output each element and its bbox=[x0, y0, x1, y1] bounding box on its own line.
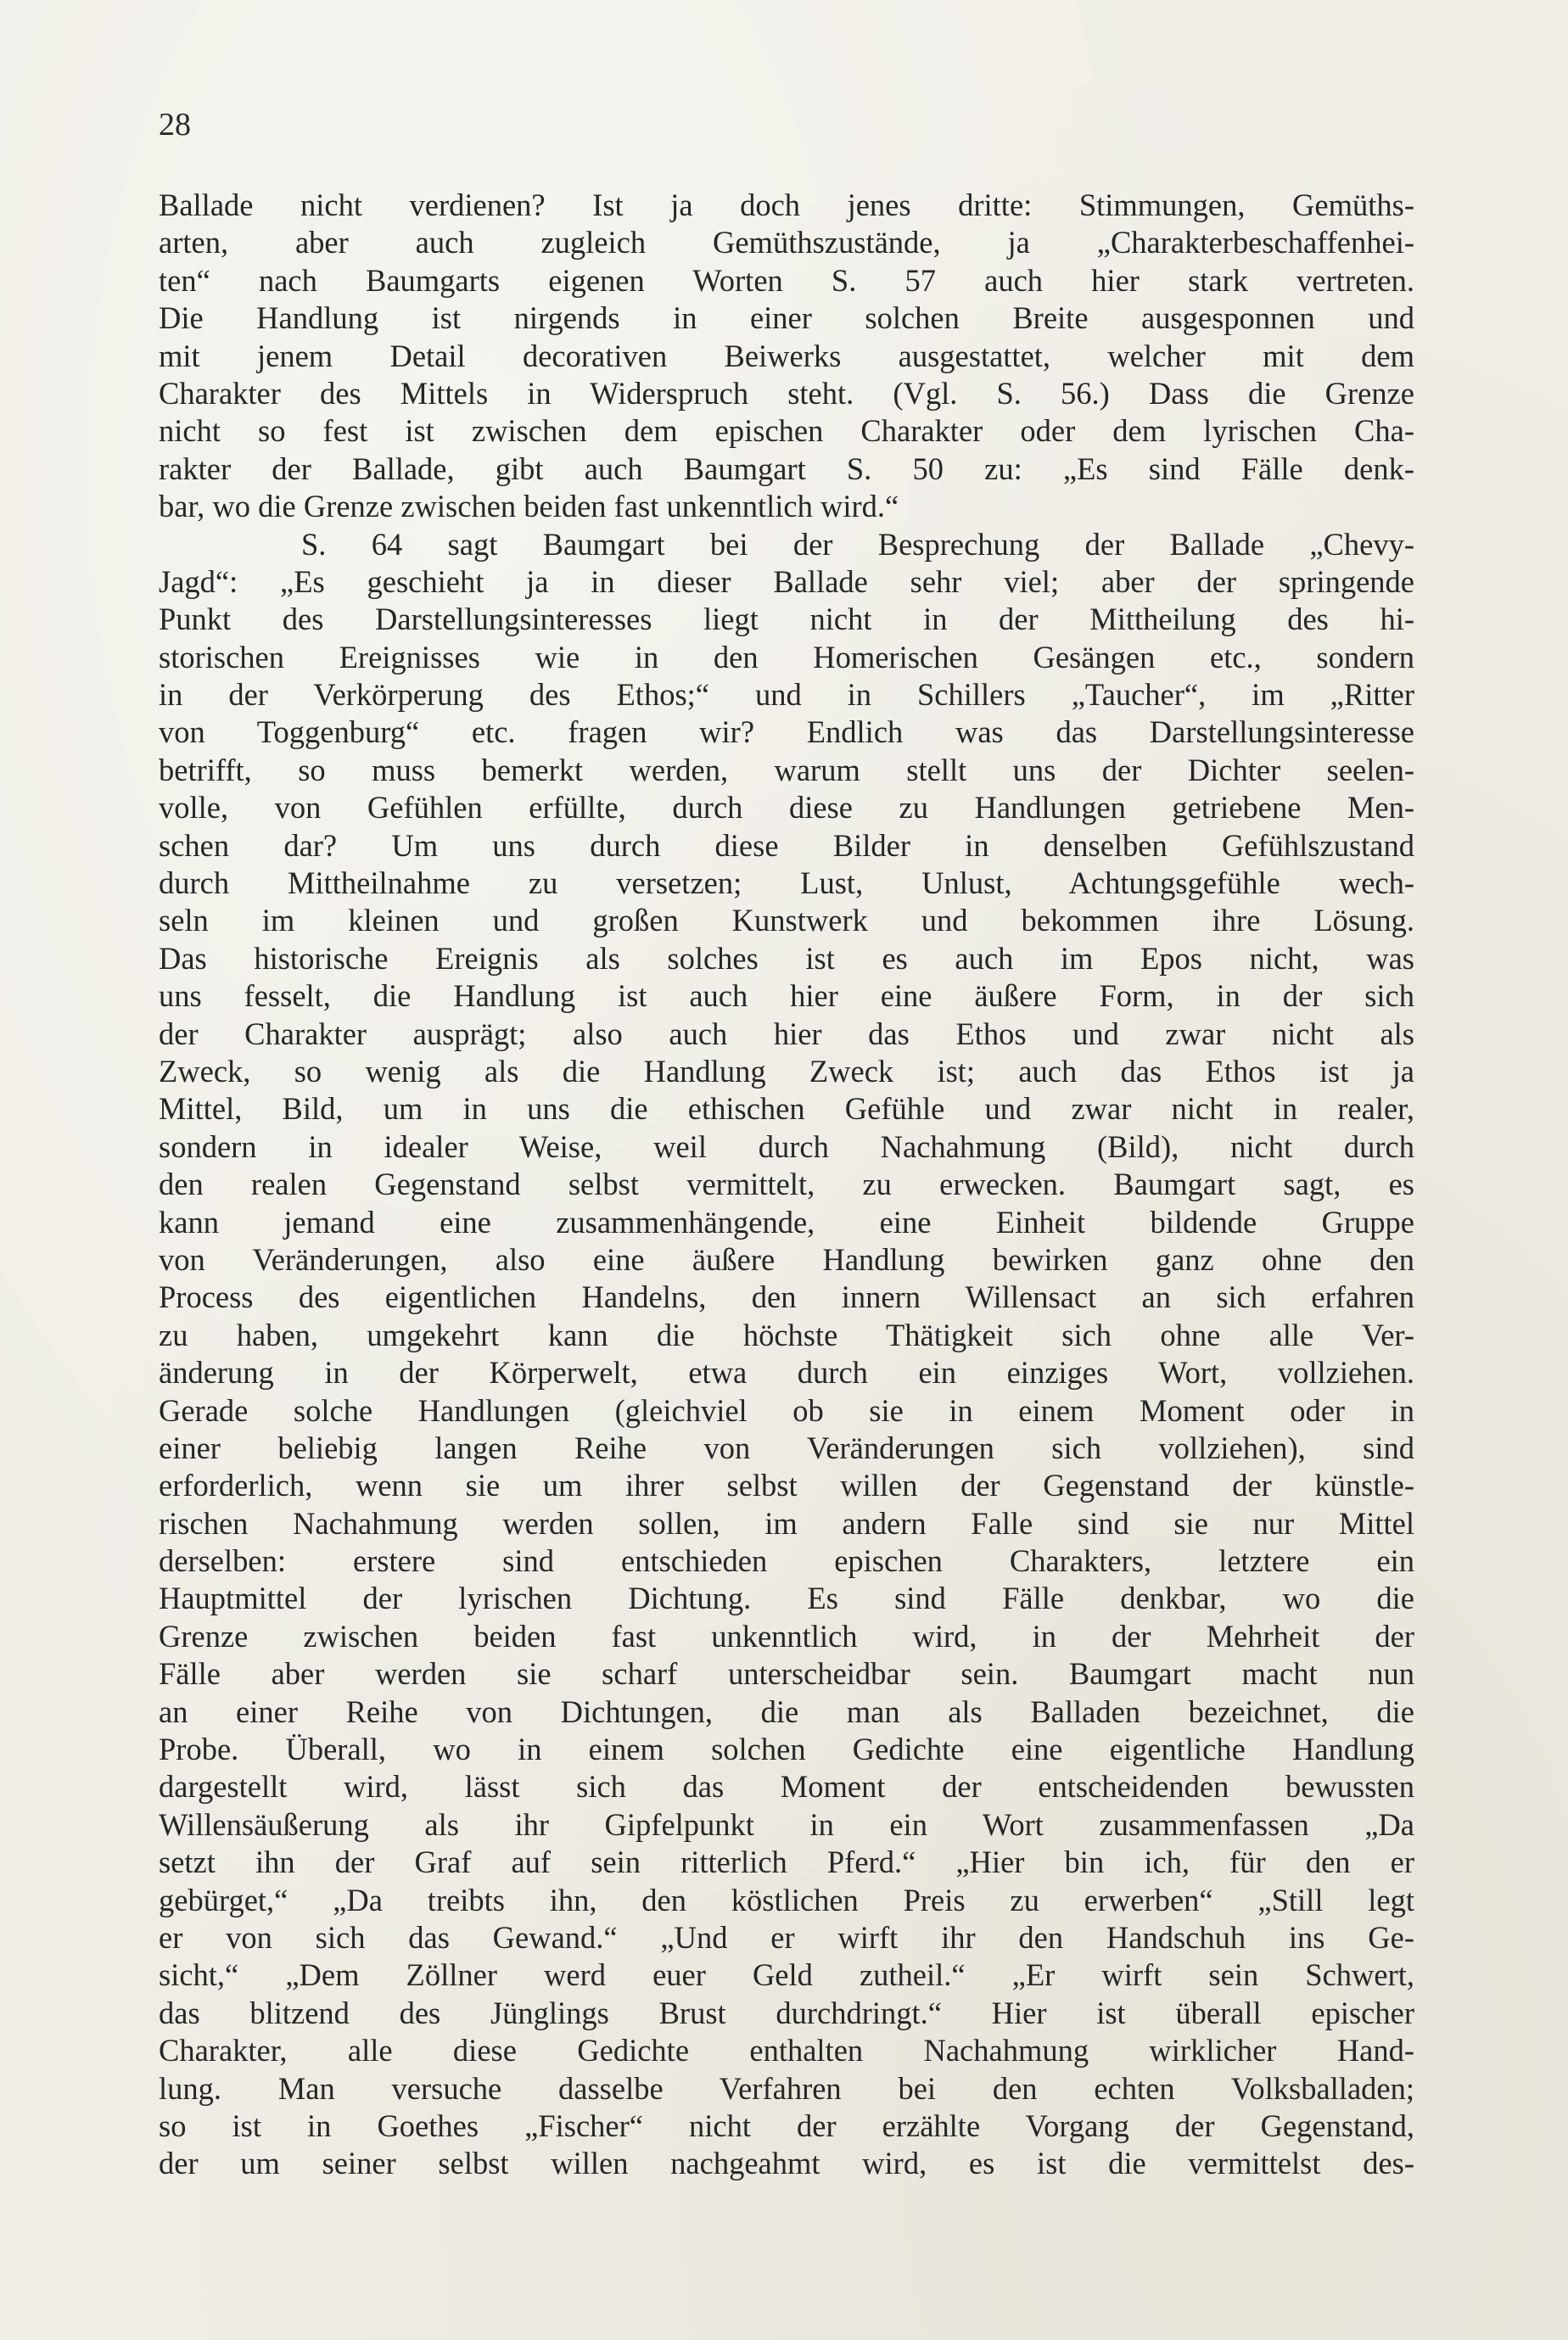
text-line: Punkt des Darstellungsinteresses liegt nicht in der Mittheilung des hi- bbox=[159, 602, 1414, 637]
body-text bbox=[159, 187, 1414, 2183]
text-line: schen dar? Um uns durch diese Bilder in denselben Gefühlszustand bbox=[159, 827, 1414, 863]
text-line: an einer Reihe von Dichtungen, die man als Balladen bezeichnet, die bbox=[159, 1693, 1414, 1729]
text-line: S. 64 sagt Baumgart bei der Besprechung der Ballade „Chevy- bbox=[301, 526, 1414, 562]
text-line: Probe. Überall, wo in einem solchen Gedichte eine eigentliche Handlung bbox=[159, 1732, 1414, 1767]
text-line: Process des eigentlichen Handelns, den innern Willensact an sich erfahren bbox=[159, 1279, 1414, 1315]
text-line: änderung in der Körperwelt, etwa durch ein einziges Wort, vollziehen. bbox=[159, 1355, 1414, 1391]
text-line: Ballade nicht verdienen? Ist ja doch jenes dritte: Stimmungen, Gemüths- bbox=[159, 188, 1414, 222]
text-line: zu haben, umgekehrt kann die höchste Thätigkeit sich ohne alle Ver- bbox=[159, 1317, 1414, 1352]
text-line: setzt ihn der Graf auf sein ritterlich Pferd.“ „Hier bin ich, für den er bbox=[159, 1845, 1414, 1880]
text-line: Mittel, Bild, um in uns die ethischen Gefühle und zwar nicht in realer, bbox=[159, 1091, 1414, 1127]
text-line: Die Handlung ist nirgends in einer solchen Breite ausgesponnen und bbox=[159, 300, 1414, 336]
text-line: mit jenem Detail decorativen Beiwerks ausgestattet, welcher mit dem bbox=[159, 338, 1414, 373]
text-line: sicht,“ „Dem Zöllner werd euer Geld zutheil.“ „Er wirft sein Schwert, bbox=[159, 1957, 1414, 1993]
text-line: erforderlich, wenn sie um ihrer selbst willen der Gegenstand der künstle- bbox=[159, 1468, 1414, 1503]
text-line: in der Verkörperung des Ethos;“ und in Schillers „Taucher“, im „Ritter bbox=[159, 677, 1414, 713]
text-line: den realen Gegenstand selbst vermittelt, zu erwecken. Baumgart sagt, es bbox=[159, 1167, 1414, 1202]
text-line: rakter der Ballade, gibt auch Baumgart S. 50 zu: „Es sind Fälle denk- bbox=[159, 451, 1414, 486]
text-line: der um seiner selbst willen nachgeahmt wird, es ist die vermittelst des- bbox=[159, 2146, 1414, 2181]
page-number: 28 bbox=[159, 107, 191, 143]
text-line: er von sich das Gewand.“ „Und er wirft ihr den Handschuh ins Ge- bbox=[159, 1919, 1414, 1955]
text-line: von Veränderungen, also eine äußere Handlung bewirken ganz ohne den bbox=[159, 1241, 1414, 1277]
text-line: dargestellt wird, lässt sich das Moment der entscheidenden bewussten bbox=[159, 1769, 1414, 1805]
text-line: ten“ nach Baumgarts eigenen Worten S. 57 auch hier stark vertreten. bbox=[159, 262, 1414, 298]
text-line: Das historische Ereignis als solches ist es auch im Epos nicht, was bbox=[159, 940, 1414, 976]
text-line: betrifft, so muss bemerkt werden, warum stellt uns der Dichter seelen- bbox=[159, 752, 1414, 787]
text-line: Gerade solche Handlungen (gleichviel ob sie in einem Moment oder in bbox=[159, 1392, 1414, 1428]
text-line: der Charakter ausprägt; also auch hier das Ethos und zwar nicht als bbox=[159, 1016, 1414, 1051]
text-line: Willensäußerung als ihr Gipfelpunkt in ein Wort zusammenfassen „Da bbox=[159, 1806, 1414, 1842]
text-line: Fälle aber werden sie scharf unterscheidbar sein. Baumgart macht nun bbox=[159, 1656, 1414, 1692]
text-line: lung. Man versuche dasselbe Verfahren bei den echten Volksballaden; bbox=[159, 2070, 1414, 2106]
text-line: volle, von Gefühlen erfüllte, durch diese zu Handlungen getriebene Men- bbox=[159, 790, 1414, 826]
text-line: das blitzend des Jünglings Brust durchdringt.“ Hier ist überall epischer bbox=[159, 1995, 1414, 2030]
text-line: Jagd“: „Es geschieht ja in dieser Ballade sehr viel; aber der springende bbox=[159, 563, 1414, 599]
text-line: Charakter, alle diese Gedichte enthalten Nachahmung wirklicher Hand- bbox=[159, 2033, 1414, 2068]
text-line: Charakter des Mittels in Widerspruch steht. (Vgl. S. 56.) Dass die Grenze bbox=[159, 375, 1414, 411]
text-line: Grenze zwischen beiden fast unkenntlich wird, in der Mehrheit der bbox=[159, 1618, 1414, 1654]
text-line: einer beliebig langen Reihe von Veränderungen sich vollziehen), sind bbox=[159, 1430, 1414, 1465]
text-line: kann jemand eine zusammenhängende, eine Einheit bildende Gruppe bbox=[159, 1204, 1414, 1240]
text-line: von Toggenburg“ etc. fragen wir? Endlich was das Darstellungsinteresse bbox=[159, 714, 1414, 750]
text-line: nicht so fest ist zwischen dem epischen Charakter oder dem lyrischen Cha- bbox=[159, 413, 1414, 449]
text-line: storischen Ereignisses wie in den Homerischen Gesängen etc., sondern bbox=[159, 639, 1414, 675]
text-line: so ist in Goethes „Fischer“ nicht der erzählte Vorgang der Gegenstand, bbox=[159, 2108, 1414, 2143]
text-line: Zweck, so wenig als die Handlung Zweck ist; auch das Ethos ist ja bbox=[159, 1053, 1414, 1089]
text-line: durch Mittheilnahme zu versetzen; Lust, Unlust, Achtungsgefühle wech- bbox=[159, 865, 1414, 901]
text-line: bar, wo die Grenze zwischen beiden fast unkenntlich wird.“ bbox=[159, 489, 899, 524]
text-line: uns fesselt, die Handlung ist auch hier eine äußere Form, in der sich bbox=[159, 978, 1414, 1014]
text-line: rischen Nachahmung werden sollen, im andern Falle sind sie nur Mittel bbox=[159, 1505, 1414, 1541]
text-line: Hauptmittel der lyrischen Dichtung. Es sind Fälle denkbar, wo die bbox=[159, 1581, 1414, 1616]
text-line: arten, aber auch zugleich Gemüthszustände, ja „Charakterbeschaffenhei- bbox=[159, 225, 1414, 260]
text-line: sondern in idealer Weise, weil durch Nachahmung (Bild), nicht durch bbox=[159, 1128, 1414, 1164]
text-line: derselben: erstere sind entschieden epischen Charakters, letztere ein bbox=[159, 1543, 1414, 1579]
text-line: seln im kleinen und großen Kunstwerk und bekommen ihre Lösung. bbox=[159, 903, 1414, 938]
text-line: gebürget,“ „Da treibts ihn, den köstlichen Preis zu erwerben“ „Still legt bbox=[159, 1882, 1414, 1917]
